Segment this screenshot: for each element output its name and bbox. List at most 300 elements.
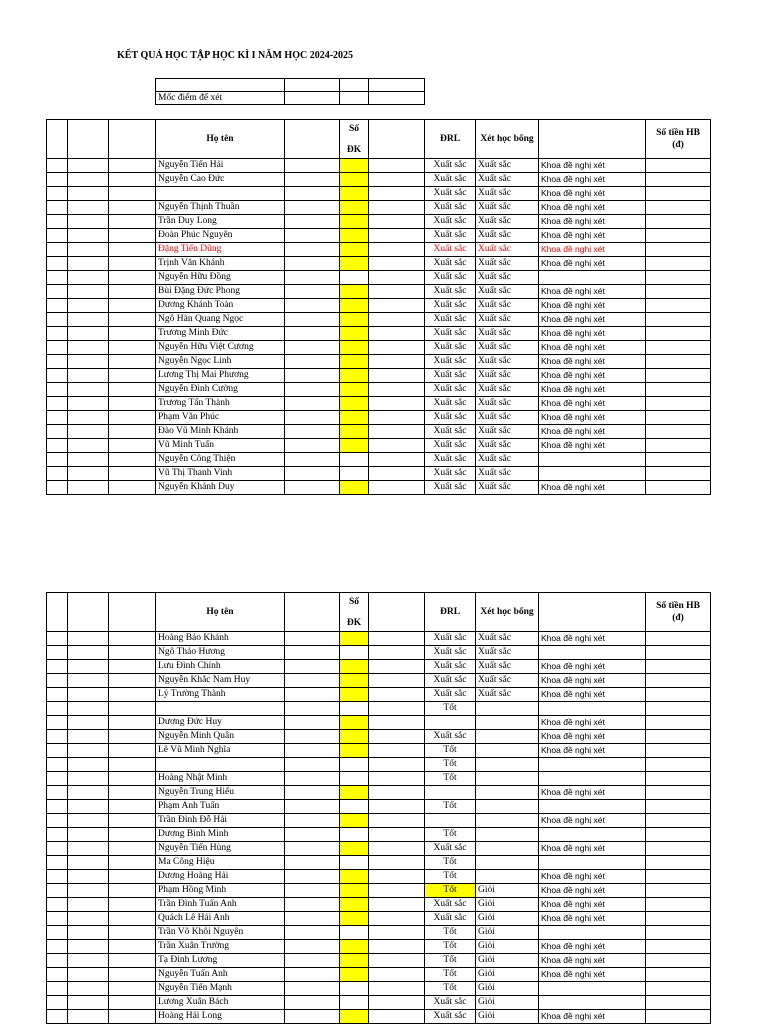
scholarship-cell — [476, 870, 539, 884]
blank-cell — [109, 702, 156, 716]
blank-cell — [369, 996, 425, 1010]
table-row — [47, 215, 711, 229]
registration-cell — [340, 716, 369, 730]
note-cell: Khoa đề nghị xét — [539, 159, 646, 173]
blank-cell — [285, 481, 340, 495]
blank-cell — [109, 646, 156, 660]
amount-cell — [646, 674, 711, 688]
scholarship-cell — [476, 758, 539, 772]
note-cell — [539, 982, 646, 996]
amount-cell — [646, 912, 711, 926]
header-so-tien-line1: Số tiền HB — [656, 601, 700, 611]
blank-cell — [47, 772, 68, 786]
registration-cell — [340, 674, 369, 688]
blank-cell — [68, 912, 109, 926]
blank-cell — [68, 758, 109, 772]
drl-cell: Xuất sắc — [425, 299, 476, 313]
amount-cell — [646, 411, 711, 425]
blank-cell — [47, 327, 68, 341]
drl-cell: Xuất sắc — [425, 467, 476, 481]
header-cell — [539, 120, 646, 159]
table-row — [47, 632, 711, 646]
blank-cell — [68, 954, 109, 968]
drl-cell: Tốt — [425, 940, 476, 954]
scholarship-cell: Xuất sắc — [476, 383, 539, 397]
amount-cell — [646, 271, 711, 285]
scholarship-cell: Xuất sắc — [476, 453, 539, 467]
drl-cell: Xuất sắc — [425, 341, 476, 355]
amount-cell — [646, 243, 711, 257]
registration-cell — [340, 842, 369, 856]
note-cell: Khoa đề nghị xét — [539, 660, 646, 674]
table-row — [47, 744, 711, 758]
note-cell: Khoa đề nghị xét — [539, 397, 646, 411]
drl-cell: Xuất sắc — [425, 481, 476, 495]
registration-cell — [340, 187, 369, 201]
blank-cell — [109, 243, 156, 257]
amount-cell — [646, 313, 711, 327]
table-row — [47, 355, 711, 369]
blank-cell — [109, 271, 156, 285]
table-row — [47, 257, 711, 271]
blank-cell — [285, 758, 340, 772]
student-name: Phạm Văn Phúc — [156, 411, 285, 425]
blank-cell — [68, 800, 109, 814]
registration-cell — [340, 954, 369, 968]
blank-cell — [68, 982, 109, 996]
drl-cell: Tốt — [425, 828, 476, 842]
blank-cell — [47, 800, 68, 814]
header-cell — [369, 593, 425, 632]
blank-cell — [285, 954, 340, 968]
note-cell: Khoa đề nghị xét — [539, 481, 646, 495]
blank-cell — [109, 828, 156, 842]
student-name: Nguyễn Khắc Nam Huy — [156, 674, 285, 688]
criteria-row-blank — [156, 79, 425, 92]
blank-cell — [109, 159, 156, 173]
blank-cell — [369, 688, 425, 702]
blank-cell — [47, 355, 68, 369]
table-row — [47, 996, 711, 1010]
blank-cell — [68, 187, 109, 201]
amount-cell — [646, 772, 711, 786]
scholarship-cell: Xuất sắc — [476, 674, 539, 688]
blank-cell — [109, 926, 156, 940]
blank-cell — [369, 411, 425, 425]
blank-cell — [47, 369, 68, 383]
drl-cell: Tốt — [425, 926, 476, 940]
note-cell — [539, 758, 646, 772]
blank-cell — [369, 159, 425, 173]
table-row — [47, 383, 711, 397]
note-cell: Khoa đề nghị xét — [539, 786, 646, 800]
blank-cell — [68, 730, 109, 744]
blank-cell — [47, 702, 68, 716]
note-cell: Khoa đề nghị xét — [539, 411, 646, 425]
amount-cell — [646, 996, 711, 1010]
drl-cell: Xuất sắc — [425, 243, 476, 257]
drl-cell: Tốt — [425, 772, 476, 786]
blank-cell — [369, 397, 425, 411]
header-so-tien — [646, 120, 711, 159]
blank-cell — [285, 730, 340, 744]
table-row — [47, 341, 711, 355]
student-name: Dương Bình Minh — [156, 828, 285, 842]
scholarship-cell: Xuất sắc — [476, 369, 539, 383]
student-name: Nguyễn Khánh Duy — [156, 481, 285, 495]
amount-cell — [646, 327, 711, 341]
amount-cell — [646, 173, 711, 187]
criteria-cell — [369, 79, 425, 92]
student-name: Hoàng Hải Long — [156, 1010, 285, 1024]
table-header-row — [47, 593, 711, 632]
scholarship-cell: Xuất sắc — [476, 271, 539, 285]
student-name: Vũ Thị Thanh Vinh — [156, 467, 285, 481]
registration-cell — [340, 744, 369, 758]
drl-cell: Xuất sắc — [425, 425, 476, 439]
header-cell — [47, 120, 68, 159]
blank-cell — [109, 173, 156, 187]
blank-cell — [109, 884, 156, 898]
blank-cell — [109, 716, 156, 730]
scholarship-cell: Xuất sắc — [476, 229, 539, 243]
registration-cell — [340, 758, 369, 772]
amount-cell — [646, 940, 711, 954]
blank-cell — [369, 856, 425, 870]
drl-cell: Tốt — [425, 870, 476, 884]
blank-cell — [285, 744, 340, 758]
scholarship-cell: Giỏi — [476, 940, 539, 954]
scholarship-cell: Xuất sắc — [476, 159, 539, 173]
blank-cell — [68, 327, 109, 341]
registration-cell — [340, 159, 369, 173]
table-row — [47, 856, 711, 870]
blank-cell — [285, 702, 340, 716]
amount-cell — [646, 383, 711, 397]
blank-cell — [285, 327, 340, 341]
registration-cell — [340, 856, 369, 870]
student-name: Nguyễn Thịnh Thuần — [156, 201, 285, 215]
blank-cell — [68, 842, 109, 856]
note-cell — [539, 772, 646, 786]
registration-cell — [340, 730, 369, 744]
amount-cell — [646, 898, 711, 912]
amount-cell — [646, 425, 711, 439]
note-cell — [539, 828, 646, 842]
header-xet-hoc-bong: Xét học bổng — [476, 593, 539, 632]
student-name: Tạ Đình Lương — [156, 954, 285, 968]
registration-cell — [340, 453, 369, 467]
note-cell: Khoa đề nghị xét — [539, 313, 646, 327]
blank-cell — [68, 229, 109, 243]
table-row — [47, 369, 711, 383]
drl-cell: Xuất sắc — [425, 327, 476, 341]
note-cell — [539, 271, 646, 285]
scholarship-cell: Xuất sắc — [476, 411, 539, 425]
blank-cell — [68, 786, 109, 800]
registration-cell — [340, 982, 369, 996]
blank-cell — [68, 1010, 109, 1024]
student-name — [156, 187, 285, 201]
scholarship-cell: Xuất sắc — [476, 215, 539, 229]
blank-cell — [68, 299, 109, 313]
scholarship-cell: Xuất sắc — [476, 481, 539, 495]
student-name: Nguyễn Cao Đức — [156, 173, 285, 187]
student-name: Nguyễn Công Thiện — [156, 453, 285, 467]
blank-cell — [68, 940, 109, 954]
table-row — [47, 828, 711, 842]
drl-cell: Xuất sắc — [425, 996, 476, 1010]
registration-cell — [340, 215, 369, 229]
blank-cell — [68, 660, 109, 674]
student-name: Nguyễn Đình Cường — [156, 383, 285, 397]
blank-cell — [109, 912, 156, 926]
table-row — [47, 870, 711, 884]
amount-cell — [646, 215, 711, 229]
results-table-2 — [46, 592, 711, 1024]
scholarship-cell — [476, 800, 539, 814]
blank-cell — [68, 257, 109, 271]
blank-cell — [47, 439, 68, 453]
table-row — [47, 730, 711, 744]
blank-cell — [68, 159, 109, 173]
scholarship-cell — [476, 856, 539, 870]
amount-cell — [646, 1010, 711, 1024]
note-cell: Khoa đề nghị xét — [539, 201, 646, 215]
registration-cell — [340, 870, 369, 884]
amount-cell — [646, 481, 711, 495]
blank-cell — [109, 856, 156, 870]
note-cell — [539, 646, 646, 660]
drl-cell: Tốt — [425, 982, 476, 996]
note-cell: Khoa đề nghị xét — [539, 369, 646, 383]
blank-cell — [369, 674, 425, 688]
blank-cell — [369, 772, 425, 786]
note-cell: Khoa đề nghị xét — [539, 257, 646, 271]
amount-cell — [646, 397, 711, 411]
amount-cell — [646, 884, 711, 898]
blank-cell — [47, 481, 68, 495]
student-name: Lý Trường Thành — [156, 688, 285, 702]
blank-cell — [369, 744, 425, 758]
drl-cell: Xuất sắc — [425, 397, 476, 411]
note-cell: Khoa đề nghị xét — [539, 898, 646, 912]
table-row — [47, 187, 711, 201]
blank-cell — [109, 341, 156, 355]
note-cell: Khoa đề nghị xét — [539, 940, 646, 954]
scholarship-cell: Giỏi — [476, 954, 539, 968]
blank-cell — [68, 467, 109, 481]
registration-cell — [340, 660, 369, 674]
blank-cell — [369, 369, 425, 383]
blank-cell — [47, 1010, 68, 1024]
header-so-dk — [340, 593, 369, 632]
scholarship-cell: Giỏi — [476, 982, 539, 996]
blank-cell — [369, 341, 425, 355]
drl-cell: Xuất sắc — [425, 1010, 476, 1024]
blank-cell — [109, 411, 156, 425]
blank-cell — [285, 660, 340, 674]
amount-cell — [646, 716, 711, 730]
registration-cell — [340, 996, 369, 1010]
blank-cell — [109, 397, 156, 411]
blank-cell — [47, 646, 68, 660]
blank-cell — [369, 313, 425, 327]
note-cell — [539, 996, 646, 1010]
amount-cell — [646, 702, 711, 716]
blank-cell — [47, 968, 68, 982]
table-row — [47, 688, 711, 702]
blank-cell — [109, 814, 156, 828]
note-cell: Khoa đề nghị xét — [539, 884, 646, 898]
blank-cell — [285, 688, 340, 702]
blank-cell — [369, 355, 425, 369]
header-cell — [539, 593, 646, 632]
student-name: Nguyễn Tiến Hải — [156, 159, 285, 173]
blank-cell — [109, 187, 156, 201]
scholarship-cell: Xuất sắc — [476, 467, 539, 481]
blank-cell — [47, 632, 68, 646]
table-row — [47, 800, 711, 814]
registration-cell — [340, 1010, 369, 1024]
blank-cell — [285, 884, 340, 898]
blank-cell — [68, 313, 109, 327]
student-name: Trương Tấn Thành — [156, 397, 285, 411]
amount-cell — [646, 299, 711, 313]
scholarship-cell: Xuất sắc — [476, 660, 539, 674]
registration-cell — [340, 313, 369, 327]
amount-cell — [646, 285, 711, 299]
blank-cell — [68, 397, 109, 411]
blank-cell — [109, 383, 156, 397]
note-cell: Khoa đề nghị xét — [539, 383, 646, 397]
student-name: Nguyễn Minh Quân — [156, 730, 285, 744]
table-row — [47, 481, 711, 495]
amount-cell — [646, 828, 711, 842]
student-name: Ngô Hàn Quang Ngọc — [156, 313, 285, 327]
note-cell — [539, 926, 646, 940]
blank-cell — [109, 744, 156, 758]
scholarship-cell — [476, 716, 539, 730]
blank-cell — [109, 688, 156, 702]
blank-cell — [369, 968, 425, 982]
note-cell — [539, 453, 646, 467]
scholarship-cell: Xuất sắc — [476, 243, 539, 257]
amount-cell — [646, 954, 711, 968]
blank-cell — [369, 271, 425, 285]
note-cell — [539, 702, 646, 716]
blank-cell — [109, 730, 156, 744]
table-row — [47, 327, 711, 341]
blank-cell — [68, 996, 109, 1010]
header-so-dk-line1: Số — [348, 123, 360, 134]
blank-cell — [47, 397, 68, 411]
blank-cell — [68, 702, 109, 716]
blank-cell — [68, 744, 109, 758]
blank-cell — [285, 341, 340, 355]
scholarship-cell: Giỏi — [476, 996, 539, 1010]
blank-cell — [109, 257, 156, 271]
registration-cell — [340, 243, 369, 257]
table-row — [47, 299, 711, 313]
blank-cell — [369, 898, 425, 912]
registration-cell — [340, 646, 369, 660]
drl-cell: Xuất sắc — [425, 271, 476, 285]
table-row — [47, 271, 711, 285]
blank-cell — [285, 786, 340, 800]
note-cell: Khoa đề nghị xét — [539, 954, 646, 968]
amount-cell — [646, 341, 711, 355]
criteria-cell — [369, 92, 425, 105]
blank-cell — [369, 229, 425, 243]
header-cell — [68, 593, 109, 632]
blank-cell — [285, 898, 340, 912]
blank-cell — [109, 674, 156, 688]
note-cell: Khoa đề nghị xét — [539, 173, 646, 187]
blank-cell — [285, 201, 340, 215]
registration-cell — [340, 369, 369, 383]
note-cell: Khoa đề nghị xét — [539, 355, 646, 369]
blank-cell — [68, 772, 109, 786]
drl-cell: Xuất sắc — [425, 632, 476, 646]
drl-cell: Xuất sắc — [425, 674, 476, 688]
table-row — [47, 954, 711, 968]
blank-cell — [369, 814, 425, 828]
registration-cell — [340, 786, 369, 800]
criteria-cell — [285, 79, 340, 92]
blank-cell — [68, 453, 109, 467]
registration-cell — [340, 257, 369, 271]
blank-cell — [109, 954, 156, 968]
drl-cell: Xuất sắc — [425, 285, 476, 299]
blank-cell — [47, 159, 68, 173]
blank-cell — [68, 926, 109, 940]
amount-cell — [646, 786, 711, 800]
amount-cell — [646, 660, 711, 674]
registration-cell — [340, 411, 369, 425]
table-row — [47, 313, 711, 327]
amount-cell — [646, 968, 711, 982]
blank-cell — [109, 632, 156, 646]
header-cell — [109, 593, 156, 632]
blank-cell — [285, 173, 340, 187]
blank-cell — [285, 800, 340, 814]
scholarship-cell: Xuất sắc — [476, 397, 539, 411]
scholarship-cell — [476, 702, 539, 716]
amount-cell — [646, 814, 711, 828]
drl-cell — [425, 814, 476, 828]
blank-cell — [47, 884, 68, 898]
note-cell: Khoa đề nghị xét — [539, 688, 646, 702]
registration-cell — [340, 341, 369, 355]
blank-cell — [109, 786, 156, 800]
registration-cell — [340, 467, 369, 481]
table-row — [47, 467, 711, 481]
amount-cell — [646, 758, 711, 772]
blank-cell — [109, 201, 156, 215]
blank-cell — [47, 996, 68, 1010]
note-cell: Khoa đề nghị xét — [539, 1010, 646, 1024]
scholarship-cell: Xuất sắc — [476, 341, 539, 355]
blank-cell — [68, 243, 109, 257]
blank-cell — [369, 201, 425, 215]
blank-cell — [109, 758, 156, 772]
document-title: KẾT QUẢ HỌC TẬP HỌC KÌ I NĂM HỌC 2024-2025 — [117, 50, 354, 61]
student-name: Ma Công Hiệu — [156, 856, 285, 870]
blank-cell — [369, 730, 425, 744]
blank-cell — [47, 898, 68, 912]
blank-cell — [285, 187, 340, 201]
